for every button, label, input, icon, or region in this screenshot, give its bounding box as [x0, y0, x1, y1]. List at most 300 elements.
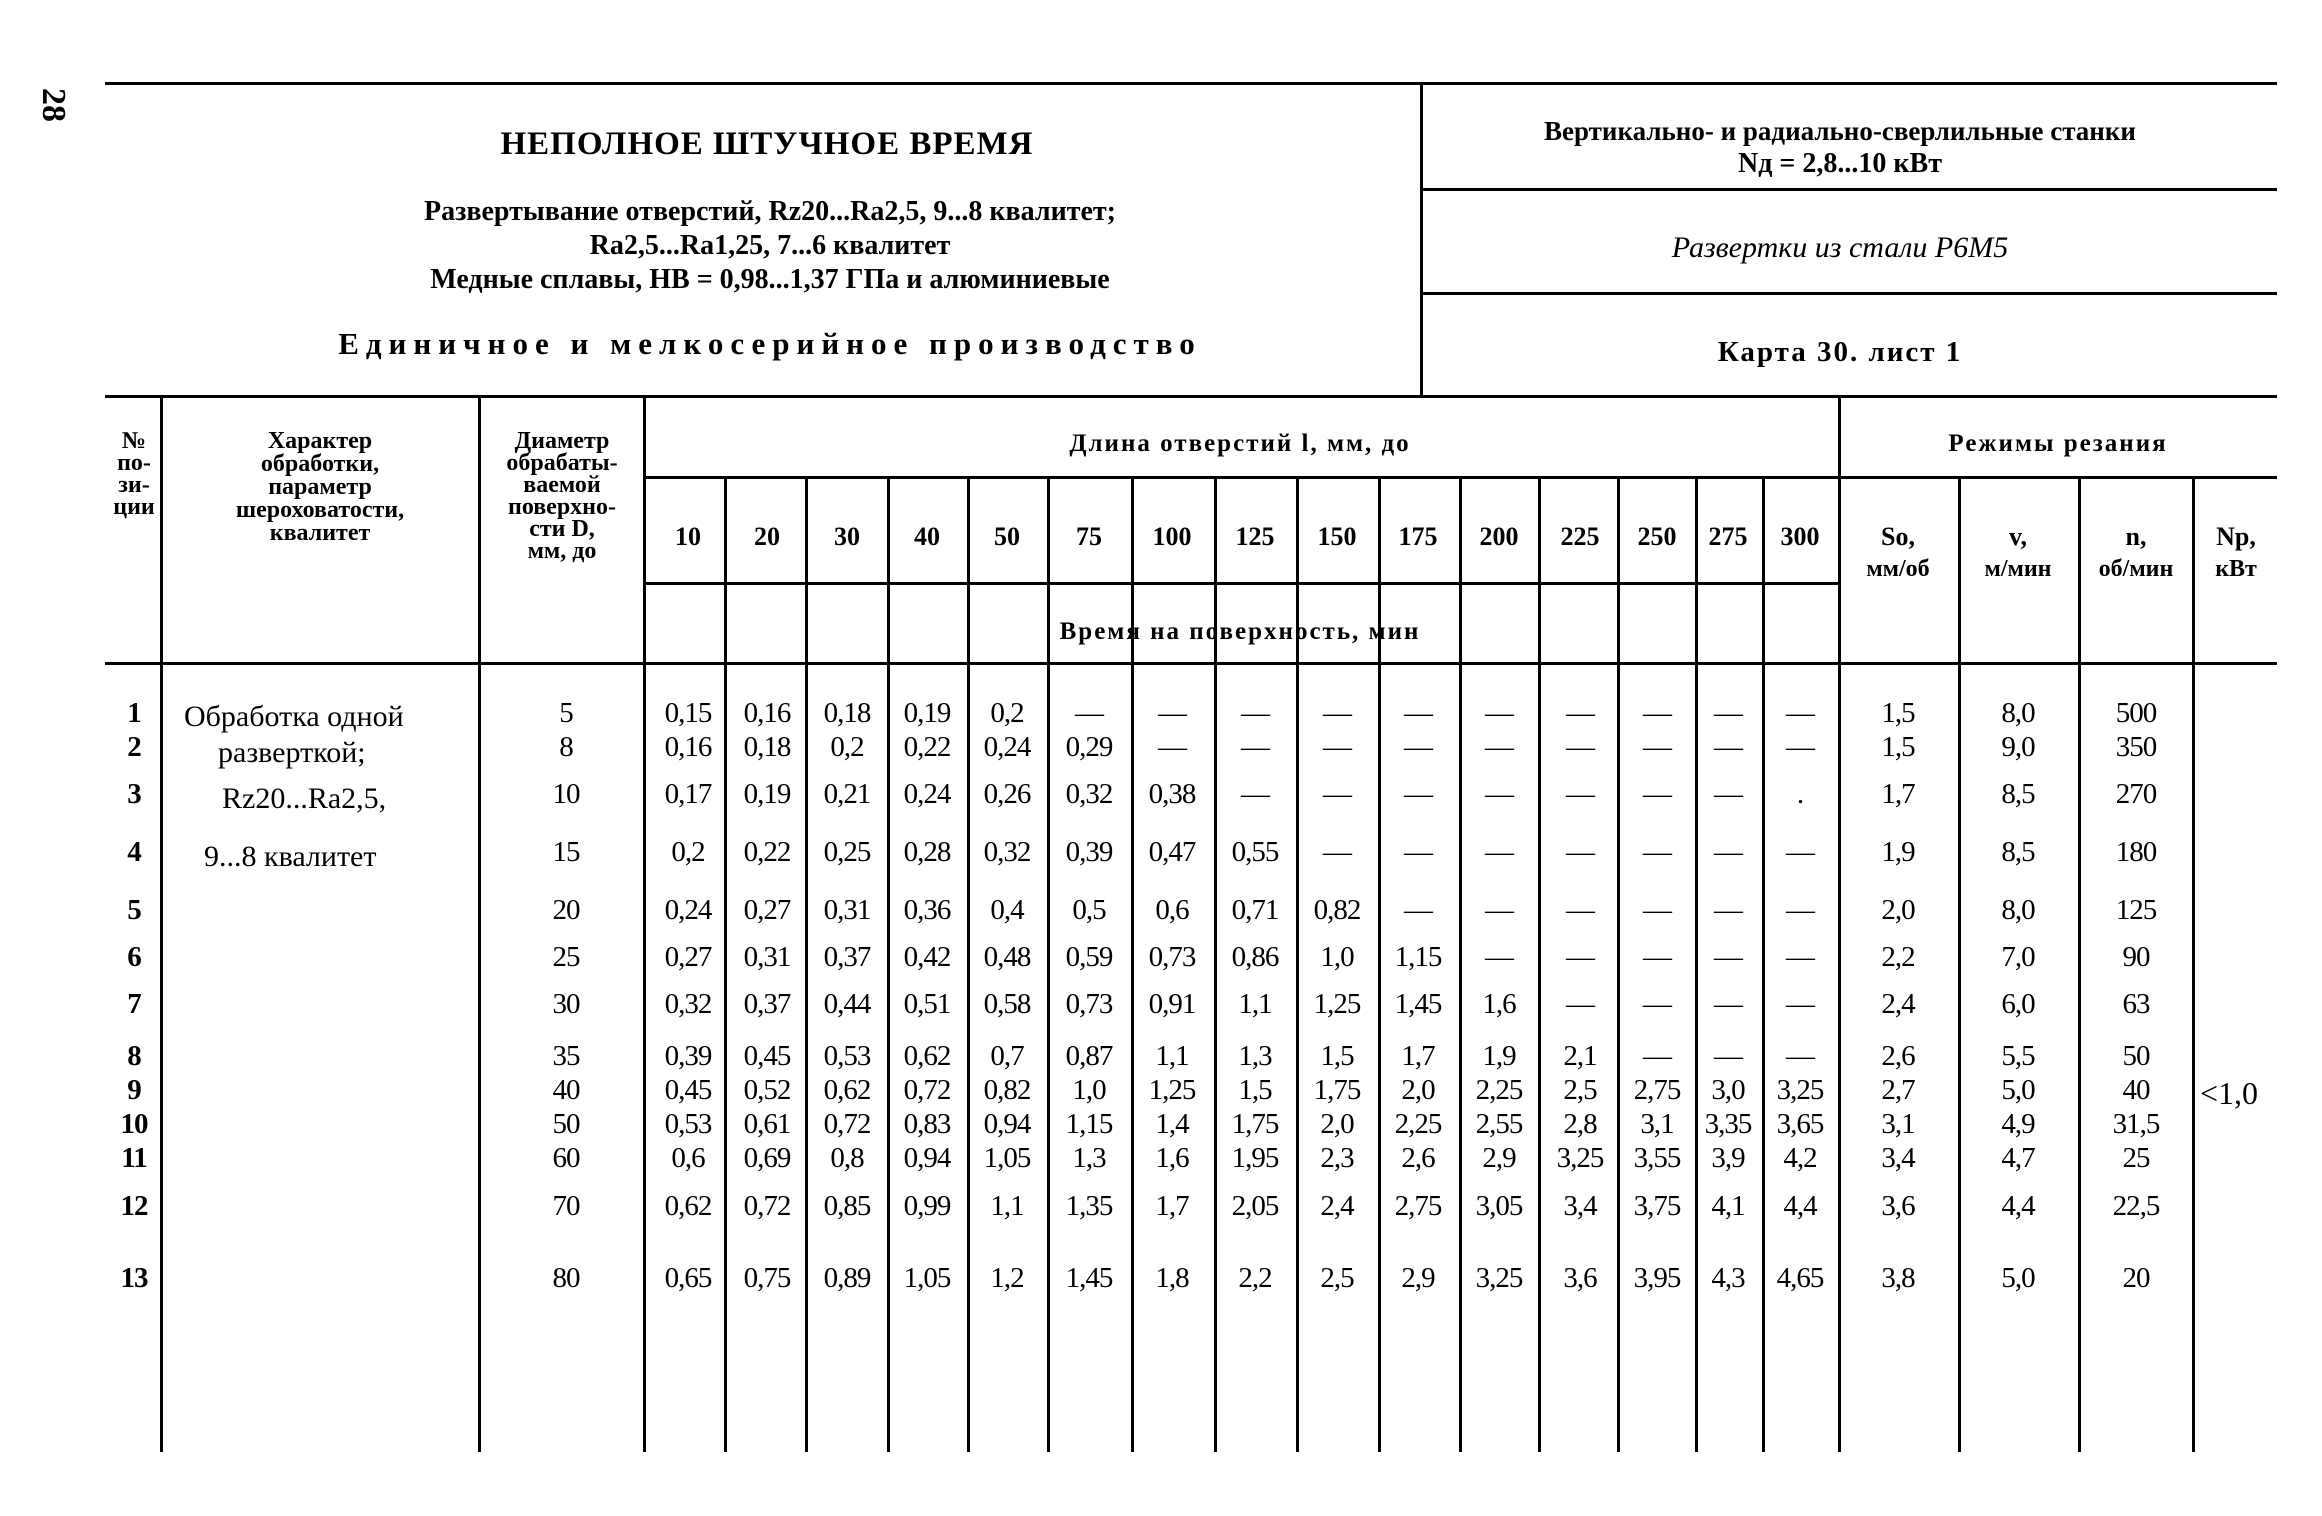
length-col-line-3 [887, 476, 890, 1452]
time-cell: 1,25 [1148, 1074, 1196, 1106]
time-cell: 1,2 [990, 1262, 1024, 1294]
mode-header-unit-3: об/мин [2098, 556, 2174, 582]
row-diameter: 40 [552, 1074, 580, 1106]
time-cell: 0,94 [983, 1108, 1031, 1140]
rpm-cell: 31,5 [2112, 1108, 2160, 1140]
feed-cell: 1,5 [1881, 697, 1915, 729]
mode-header-symbol-2: v, [2008, 522, 2028, 551]
time-cell: 0,53 [823, 1040, 871, 1072]
time-cell: — [1323, 836, 1351, 868]
time-cell: 0,6 [1155, 894, 1189, 926]
time-cell: 1,5 [1320, 1040, 1354, 1072]
time-cell: 3,4 [1563, 1190, 1597, 1222]
rpm-cell: 180 [2115, 836, 2157, 868]
time-cell: 1,5 [1238, 1074, 1272, 1106]
header-position [113, 430, 154, 518]
time-cell: — [1485, 697, 1513, 729]
time-cell: 0,25 [823, 836, 871, 868]
table-top-rule [105, 395, 2277, 398]
time-cell: 0,52 [743, 1074, 791, 1106]
row-diameter: 5 [559, 697, 573, 729]
header-character-1: Характер [267, 428, 373, 454]
production-type: Единичное и мелкосерийное производство [338, 326, 1202, 361]
length-header-150: 150 [1317, 522, 1357, 551]
power-value: <1,0 [2200, 1075, 2259, 1111]
time-cell: 2,0 [1401, 1074, 1435, 1106]
subtitle-line-2: Ra2,5...Ra1,25, 7...6 квалитет [589, 230, 951, 261]
col-line-np [2192, 476, 2195, 1452]
speed-cell: 6,0 [2001, 988, 2035, 1020]
row-diameter: 70 [552, 1190, 580, 1222]
time-cell: 0,39 [1065, 836, 1113, 868]
time-cell: — [1643, 697, 1671, 729]
description-line-1: Обработка одной [184, 700, 404, 733]
time-cell: — [1404, 731, 1432, 763]
time-cell: — [1643, 731, 1671, 763]
time-cell: 1,45 [1394, 988, 1442, 1020]
rpm-cell: 20 [2122, 1262, 2150, 1294]
feed-cell: 1,7 [1881, 778, 1915, 810]
feed-cell: 3,6 [1881, 1190, 1915, 1222]
time-cell: 0,72 [823, 1108, 871, 1140]
time-cell: 1,35 [1065, 1190, 1113, 1222]
length-col-line-13 [1695, 476, 1698, 1452]
time-cell: 0,24 [664, 894, 712, 926]
time-cell: — [1566, 731, 1594, 763]
time-cell: 1,75 [1313, 1074, 1361, 1106]
rpm-cell: 125 [2115, 894, 2157, 926]
time-cell: 0,39 [664, 1040, 712, 1072]
time-cell: — [1158, 731, 1186, 763]
length-col-line-5 [1047, 476, 1050, 1452]
row-number: 1 [127, 697, 141, 729]
rpm-cell: 25 [2122, 1142, 2150, 1174]
speed-cell: 4,9 [2001, 1108, 2035, 1140]
header-diameter-1: Диаметр [514, 428, 610, 454]
row-number: 12 [120, 1190, 148, 1222]
time-cell: 0,55 [1231, 836, 1279, 868]
time-cell: 2,5 [1320, 1262, 1354, 1294]
feed-cell: 1,5 [1881, 731, 1915, 763]
time-cell: 0,36 [903, 894, 951, 926]
time-cell: 4,65 [1776, 1262, 1824, 1294]
time-cell: — [1643, 1040, 1671, 1072]
header-diameter [506, 430, 617, 562]
col-line-n [2078, 476, 2081, 1452]
time-cell: 0,62 [664, 1190, 712, 1222]
length-header-20: 20 [754, 522, 780, 551]
rpm-cell: 90 [2122, 941, 2150, 973]
time-cell: 0,91 [1148, 988, 1196, 1020]
time-cell: 0,24 [903, 778, 951, 810]
length-col-line-10 [1459, 476, 1462, 1452]
time-cell: — [1485, 894, 1513, 926]
time-caption-rule [643, 582, 1838, 585]
time-cell: 0,27 [743, 894, 791, 926]
time-cell: 0,72 [903, 1074, 951, 1106]
length-header-275: 275 [1708, 522, 1748, 551]
description-line-4: 9...8 квалитет [204, 840, 377, 873]
header-position-4: ции [113, 494, 155, 520]
time-cell: 0,8 [830, 1142, 864, 1174]
rpm-cell: 50 [2122, 1040, 2150, 1072]
page-number: 28 [35, 88, 72, 122]
machines-line-2: Nд = 2,8...10 кВт [1738, 148, 1942, 179]
rpm-cell: 40 [2122, 1074, 2150, 1106]
length-header-250: 250 [1637, 522, 1677, 551]
length-header-225: 225 [1560, 522, 1600, 551]
time-cell: — [1566, 894, 1594, 926]
time-cell: — [1485, 778, 1513, 810]
time-cell: 2,4 [1320, 1190, 1354, 1222]
modes-group-title: Режимы резания [1948, 430, 2168, 457]
row-number: 4 [127, 836, 141, 868]
row-number: 3 [127, 778, 141, 810]
time-cell: — [1643, 941, 1671, 973]
time-cell: 3,95 [1633, 1262, 1681, 1294]
time-cell: — [1714, 697, 1742, 729]
mode-header-unit-2: м/мин [1984, 556, 2052, 582]
feed-cell: 2,6 [1881, 1040, 1915, 1072]
time-cell: — [1485, 731, 1513, 763]
time-cell: 3,9 [1711, 1142, 1745, 1174]
speed-cell: 7,0 [2001, 941, 2035, 973]
time-cell: 2,8 [1563, 1108, 1597, 1140]
time-cell: 0,65 [664, 1262, 712, 1294]
title-divider [1420, 82, 1423, 395]
subtitle-line-3: Медные сплавы, HB = 0,98...1,37 ГПа и алюминиевые [430, 264, 1110, 295]
time-cell: 1,6 [1482, 988, 1516, 1020]
time-cell: 0,85 [823, 1190, 871, 1222]
length-header-50: 50 [994, 522, 1020, 551]
time-cell: 0,45 [664, 1074, 712, 1106]
speed-cell: 8,5 [2001, 778, 2035, 810]
time-cell: — [1241, 778, 1269, 810]
header-position-2: по- [117, 450, 151, 476]
header-character-3: параметр шероховатости, [235, 474, 405, 523]
time-cell: 0,44 [823, 988, 871, 1020]
time-cell: 0,6 [671, 1142, 705, 1174]
time-cell: — [1786, 1040, 1814, 1072]
col-line-v [1958, 476, 1961, 1452]
feed-cell: 2,4 [1881, 988, 1915, 1020]
time-cell: 2,5 [1563, 1074, 1597, 1106]
time-cell: — [1566, 836, 1594, 868]
time-cell: 3,05 [1475, 1190, 1523, 1222]
time-cell: 0,62 [903, 1040, 951, 1072]
time-cell: 2,0 [1320, 1108, 1354, 1140]
time-cell: — [1643, 778, 1671, 810]
time-cell: 0,32 [983, 836, 1031, 868]
row-diameter: 25 [552, 941, 580, 973]
row-diameter: 8 [559, 731, 573, 763]
time-cell: — [1323, 778, 1351, 810]
time-cell: — [1643, 894, 1671, 926]
time-cell: — [1786, 731, 1814, 763]
time-cell: 3,25 [1556, 1142, 1604, 1174]
time-cell: 0,53 [664, 1108, 712, 1140]
time-cell: 3,25 [1475, 1262, 1523, 1294]
mode-header-symbol-4: Nр, [2216, 522, 2256, 551]
row-diameter: 15 [552, 836, 580, 868]
card-number: Карта 30. лист 1 [1717, 336, 1963, 368]
time-cell: 0,38 [1148, 778, 1196, 810]
row-number: 5 [127, 894, 141, 926]
description-line-2: разверткой; [218, 736, 366, 769]
title-top-rule [105, 82, 2277, 85]
time-cell: 1,3 [1238, 1040, 1272, 1072]
time-cell: 0,31 [743, 941, 791, 973]
subtitle-line-1: Развертывание отверстий, Rz20...Ra2,5, 9...8 квалитет; [424, 196, 1116, 227]
speed-cell: 5,0 [2001, 1262, 2035, 1294]
time-cell: — [1714, 894, 1742, 926]
row-diameter: 35 [552, 1040, 580, 1072]
time-cell: — [1786, 988, 1814, 1020]
header-position-1: № [121, 428, 147, 454]
tool-rule [1420, 292, 2277, 295]
time-cell: 0,32 [664, 988, 712, 1020]
time-cell: 2,1 [1563, 1040, 1597, 1072]
length-col-line-4 [967, 476, 970, 1452]
time-cell: 2,55 [1475, 1108, 1523, 1140]
time-cell: 0,87 [1065, 1040, 1113, 1072]
mode-header-symbol-3: n, [2125, 522, 2147, 551]
page-title: НЕПОЛНОЕ ШТУЧНОЕ ВРЕМЯ [500, 126, 1034, 162]
time-cell: — [1786, 941, 1814, 973]
time-cell: 0,16 [664, 731, 712, 763]
time-cell: — [1566, 941, 1594, 973]
row-diameter: 60 [552, 1142, 580, 1174]
feed-cell: 2,0 [1881, 894, 1915, 926]
time-cell: — [1404, 894, 1432, 926]
row-number: 2 [127, 731, 141, 763]
time-cell: 2,3 [1320, 1142, 1354, 1174]
time-cell: 4,3 [1711, 1262, 1745, 1294]
time-cell: 0,59 [1065, 941, 1113, 973]
time-cell: 2,2 [1238, 1262, 1272, 1294]
row-number: 11 [121, 1142, 147, 1174]
header-position-3: зи- [118, 472, 150, 498]
length-col-line-2 [805, 476, 808, 1452]
time-cell: 0,72 [743, 1190, 791, 1222]
time-cell: 2,6 [1401, 1142, 1435, 1174]
time-cell: — [1485, 941, 1513, 973]
time-cell: 1,25 [1313, 988, 1361, 1020]
time-cell: 2,75 [1633, 1074, 1681, 1106]
time-cell: — [1714, 988, 1742, 1020]
time-cell: 1,6 [1155, 1142, 1189, 1174]
time-cell: 1,75 [1231, 1108, 1279, 1140]
time-cell: 3,0 [1711, 1074, 1745, 1106]
feed-cell: 3,1 [1881, 1108, 1915, 1140]
time-cell: — [1323, 697, 1351, 729]
time-cell: 0,62 [823, 1074, 871, 1106]
time-cell: 0,83 [903, 1108, 951, 1140]
time-cell: 0,71 [1231, 894, 1279, 926]
time-cell: 0,18 [823, 697, 871, 729]
time-cell: 3,35 [1704, 1108, 1752, 1140]
header-diameter-3: ваемой [523, 472, 601, 498]
time-cell: 0,94 [903, 1142, 951, 1174]
time-cell: 2,25 [1475, 1074, 1523, 1106]
speed-cell: 5,5 [2001, 1040, 2035, 1072]
time-cell: 1,05 [903, 1262, 951, 1294]
time-cell: 0,47 [1148, 836, 1196, 868]
row-number: 7 [127, 988, 141, 1020]
rpm-cell: 270 [2115, 778, 2157, 810]
header-diameter-4: поверхно- [507, 494, 616, 520]
feed-cell: 3,4 [1881, 1142, 1915, 1174]
tool-name: Развертки из стали Р6М5 [1671, 231, 2009, 264]
mode-header-symbol-1: Sо, [1881, 522, 1915, 551]
time-cell: — [1714, 731, 1742, 763]
time-cell: 3,1 [1640, 1108, 1674, 1140]
time-cell: 2,25 [1394, 1108, 1442, 1140]
time-cell: 0,82 [983, 1074, 1031, 1106]
col-line-diam [478, 395, 481, 1452]
time-cell: 0,89 [823, 1262, 871, 1294]
time-cell: — [1786, 894, 1814, 926]
feed-cell: 1,9 [1881, 836, 1915, 868]
time-cell: 0,26 [983, 778, 1031, 810]
time-cell: 0,73 [1148, 941, 1196, 973]
time-caption: Время на поверхность, мин [1059, 618, 1421, 645]
time-cell: 1,15 [1394, 941, 1442, 973]
time-cell: 0,19 [903, 697, 951, 729]
time-cell: — [1714, 941, 1742, 973]
time-cell: — [1714, 836, 1742, 868]
time-cell: 1,1 [1155, 1040, 1189, 1072]
feed-cell: 2,7 [1881, 1074, 1915, 1106]
time-cell: 1,4 [1155, 1108, 1189, 1140]
time-cell: 0,2 [830, 731, 864, 763]
time-cell: 0,51 [903, 988, 951, 1020]
time-cell: 1,7 [1155, 1190, 1189, 1222]
time-cell: 0,37 [743, 988, 791, 1020]
time-cell: 3,25 [1776, 1074, 1824, 1106]
length-header-125: 125 [1235, 522, 1275, 551]
time-cell: 0,28 [903, 836, 951, 868]
col-line-char [160, 395, 163, 1452]
row-number: 10 [120, 1108, 148, 1140]
header-character-2: обработки, [260, 451, 380, 477]
time-cell: 0,75 [743, 1262, 791, 1294]
time-cell: — [1786, 697, 1814, 729]
time-cell: 1,1 [1238, 988, 1272, 1020]
time-cell: 0,4 [990, 894, 1024, 926]
row-number: 8 [127, 1040, 141, 1072]
time-cell: — [1566, 697, 1594, 729]
length-header-40: 40 [914, 522, 940, 551]
mode-header-unit-4: кВт [2215, 556, 2257, 582]
speed-cell: 4,7 [2001, 1142, 2035, 1174]
length-col-line-11 [1538, 476, 1541, 1452]
col-line-modes [1838, 395, 1841, 1452]
time-cell: 0,61 [743, 1108, 791, 1140]
time-cell: 2,05 [1231, 1190, 1279, 1222]
row-diameter: 80 [552, 1262, 580, 1294]
length-header-300: 300 [1780, 522, 1820, 551]
time-cell: 0,29 [1065, 731, 1113, 763]
length-col-line-1 [724, 476, 727, 1452]
row-number: 9 [127, 1074, 141, 1106]
time-cell: 0,21 [823, 778, 871, 810]
time-cell: 0,37 [823, 941, 871, 973]
speed-cell: 8,0 [2001, 894, 2035, 926]
time-cell: 0,22 [903, 731, 951, 763]
time-cell: 0,7 [990, 1040, 1024, 1072]
col-line-lengths [643, 395, 646, 1452]
machines-line-1: Вертикально- и радиально-сверлильные станки [1544, 116, 2136, 146]
speed-cell: 8,5 [2001, 836, 2035, 868]
time-cell: 0,82 [1313, 894, 1361, 926]
time-cell: — [1714, 1040, 1742, 1072]
time-cell: — [1323, 731, 1351, 763]
time-cell: — [1404, 778, 1432, 810]
speed-cell: 9,0 [2001, 731, 2035, 763]
time-cell: 0,5 [1072, 894, 1106, 926]
header-diameter-5: сти D, [529, 516, 595, 542]
time-cell: 0,16 [743, 697, 791, 729]
time-cell: 0,58 [983, 988, 1031, 1020]
time-cell: 0,27 [664, 941, 712, 973]
time-cell: — [1643, 988, 1671, 1020]
time-cell: 0,99 [903, 1190, 951, 1222]
time-cell: 0,45 [743, 1040, 791, 1072]
header-bottom-rule [105, 662, 2277, 665]
time-cell: 0,69 [743, 1142, 791, 1174]
row-diameter: 50 [552, 1108, 580, 1140]
time-cell: 3,6 [1563, 1262, 1597, 1294]
time-cell: 3,55 [1633, 1142, 1681, 1174]
time-cell: — [1158, 697, 1186, 729]
time-cell: 0,32 [1065, 778, 1113, 810]
time-cell: — [1714, 778, 1742, 810]
length-header-200: 200 [1479, 522, 1519, 551]
time-cell: 0,73 [1065, 988, 1113, 1020]
time-cell: 1,05 [983, 1142, 1031, 1174]
header-character-4: квалитет [269, 520, 371, 546]
time-cell: 1,1 [990, 1190, 1024, 1222]
feed-cell: 3,8 [1881, 1262, 1915, 1294]
description-line-3: Rz20...Ra2,5, [222, 782, 387, 815]
length-group-title: Длина отверстий l, мм, до [1069, 430, 1411, 457]
time-cell: 1,0 [1072, 1074, 1106, 1106]
time-cell: 0,24 [983, 731, 1031, 763]
time-cell: 3,65 [1776, 1108, 1824, 1140]
time-cell: — [1643, 836, 1671, 868]
mode-header-unit-1: мм/об [1866, 556, 1930, 582]
time-cell: 2,9 [1482, 1142, 1516, 1174]
length-col-line-14 [1762, 476, 1765, 1452]
time-cell: — [1485, 836, 1513, 868]
time-cell: 0,15 [664, 697, 712, 729]
row-number: 6 [127, 941, 141, 973]
speed-cell: 4,4 [2001, 1190, 2035, 1222]
time-cell: — [1241, 731, 1269, 763]
time-cell: 1,8 [1155, 1262, 1189, 1294]
time-cell: — [1241, 697, 1269, 729]
time-cell: 0,17 [664, 778, 712, 810]
time-cell: 0,18 [743, 731, 791, 763]
length-col-line-12 [1617, 476, 1620, 1452]
time-cell: 1,15 [1065, 1108, 1113, 1140]
time-cell: 2,9 [1401, 1262, 1435, 1294]
time-cell: 1,3 [1072, 1142, 1106, 1174]
time-cell: 0,2 [990, 697, 1024, 729]
row-number: 13 [120, 1262, 148, 1294]
row-diameter: 30 [552, 988, 580, 1020]
